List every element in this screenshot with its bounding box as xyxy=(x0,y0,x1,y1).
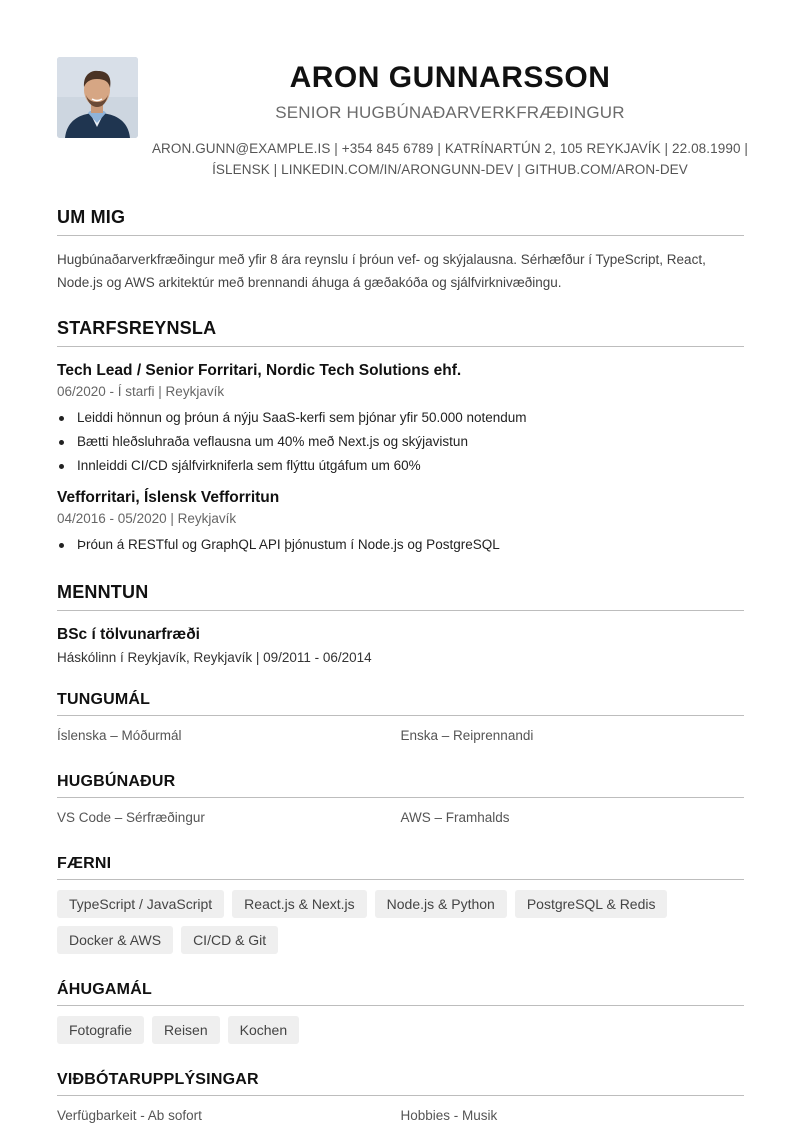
degree-title: BSc í tölvunarfræði xyxy=(57,626,200,643)
job-meta: 06/2020 - Í starfi | Reykjavík xyxy=(57,384,225,399)
job-bullets xyxy=(57,406,744,478)
header xyxy=(150,60,750,180)
experience-section xyxy=(57,318,744,557)
list-item: Verfügbarkeit - Ab sofort xyxy=(57,1108,202,1123)
skills-tags xyxy=(57,890,744,954)
list-item: Þróun á RESTful og GraphQL API þjónustum í Node.js og PostgreSQL xyxy=(57,533,744,557)
section-title: STARFSREYNSLA xyxy=(57,318,744,347)
hobby-tag: Kochen xyxy=(228,1016,299,1044)
list-item: Leiddi hönnun og þróun á nýju SaaS-kerfi sem þjónar yfir 50.000 notendum xyxy=(57,406,744,430)
job-title: Tech Lead / Senior Forritari, Nordic Tech Solutions ehf. xyxy=(57,362,462,379)
job-entry xyxy=(57,361,744,478)
section-title: TUNGUMÁL xyxy=(57,691,744,716)
contact-line: ARON.GUNN@EXAMPLE.IS | +354 845 6789 | KATRÍNARTÚN 2, 105 REYKJAVÍK | 22.08.1990 | xyxy=(151,141,749,156)
section-title: MENNTUN xyxy=(57,582,744,611)
skills-section xyxy=(57,855,744,954)
list-item: Innleiddi CI/CD sjálfvirkniferla sem flýttu útgáfum um 60% xyxy=(57,454,744,478)
skill-tag: Docker & AWS xyxy=(57,926,173,954)
profile-photo xyxy=(57,57,138,138)
job-meta: 04/2016 - 05/2020 | Reykjavík xyxy=(57,511,237,526)
software-list xyxy=(57,808,744,828)
education-section xyxy=(57,582,744,668)
skill-tag: PostgreSQL & Redis xyxy=(515,890,668,918)
job-bullets xyxy=(57,533,744,557)
section-title: VIÐBÓTARUPPLÝSINGAR xyxy=(57,1071,744,1096)
languages-list xyxy=(57,726,744,746)
skill-tag: Node.js & Python xyxy=(375,890,507,918)
degree-meta: Háskólinn í Reykjavík, Reykjavík | 09/2011 - 06/2014 xyxy=(57,650,372,665)
list-item: Íslenska – Móðurmál xyxy=(57,728,182,743)
additional-list xyxy=(57,1106,744,1126)
about-section xyxy=(57,207,744,294)
skill-tag: CI/CD & Git xyxy=(181,926,278,954)
list-item: Enska – Reiprennandi xyxy=(400,728,534,743)
languages-section xyxy=(57,691,744,746)
hobbies-section xyxy=(57,981,744,1044)
contact-info xyxy=(150,138,750,180)
job-role: SENIOR HUGBÚNAÐARVERKFRÆÐINGUR xyxy=(275,103,625,122)
candidate-name: ARON GUNNARSSON xyxy=(289,61,611,94)
section-title: ÁHUGAMÁL xyxy=(57,981,744,1006)
contact-line: ÍSLENSK | LINKEDIN.COM/IN/ARONGUNN-DEV | GITHUB.COM/ARON-DEV xyxy=(212,162,688,177)
hobby-tag: Reisen xyxy=(152,1016,220,1044)
section-title: FÆRNI xyxy=(57,855,744,880)
job-title: Vefforritari, Íslensk Vefforritun xyxy=(57,489,280,506)
section-title: HUGBÚNAÐUR xyxy=(57,773,744,798)
list-item: Bætti hleðsluhraða veflausna um 40% með Next.js og skýjavistun xyxy=(57,430,744,454)
list-item: VS Code – Sérfræðingur xyxy=(57,810,205,825)
list-item: AWS – Framhalds xyxy=(400,810,510,825)
hobbies-tags xyxy=(57,1016,744,1044)
software-section xyxy=(57,773,744,828)
section-title: UM MIG xyxy=(57,207,744,236)
hobby-tag: Fotografie xyxy=(57,1016,144,1044)
skill-tag: TypeScript / JavaScript xyxy=(57,890,224,918)
additional-section xyxy=(57,1071,744,1126)
list-item: Hobbies - Musik xyxy=(400,1108,498,1123)
skill-tag: React.js & Next.js xyxy=(232,890,366,918)
about-text: Hugbúnaðarverkfræðingur með yfir 8 ára reynslu í þróun vef- og skýjalausna. Sérhæfður í TypeScript, React, Node.js og AWS arkitektúr með brennandi áhuga á gæðakóða og sjálfvirknivæðingu. xyxy=(57,252,706,290)
job-entry xyxy=(57,488,744,557)
